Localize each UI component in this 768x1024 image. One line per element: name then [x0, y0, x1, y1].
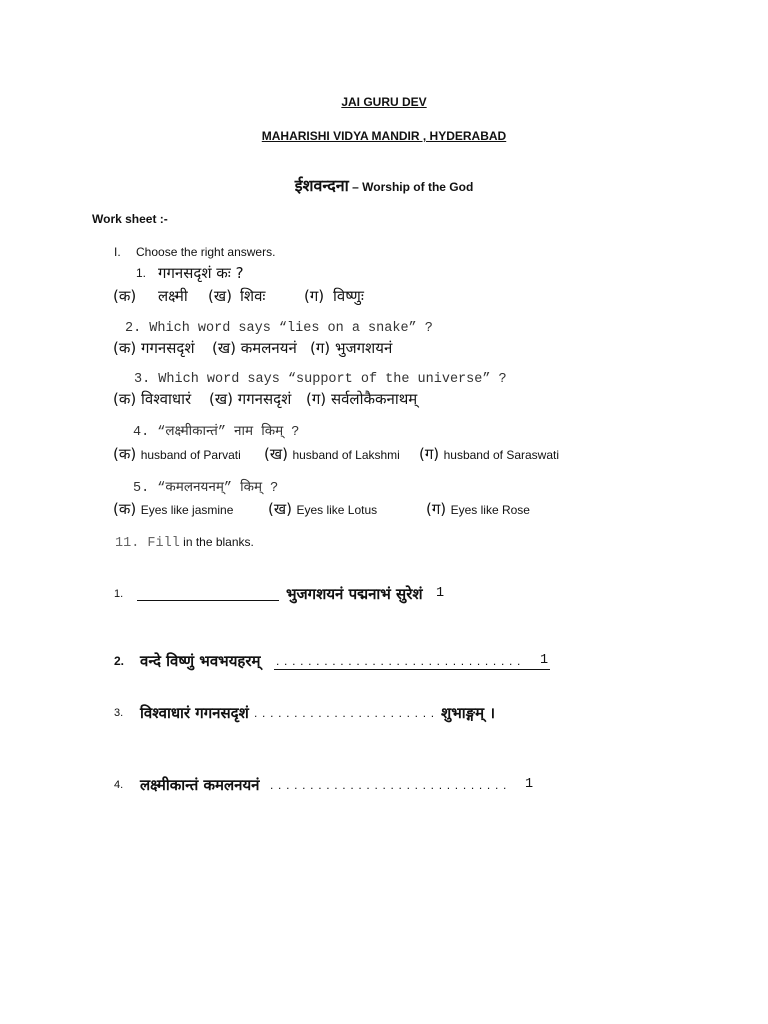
blank-4-marks: 1	[525, 777, 534, 792]
blank-2-underline	[274, 669, 550, 670]
option-text: Eyes like Rose	[450, 503, 530, 517]
option-label: (क)	[113, 287, 137, 305]
option	[209, 390, 291, 408]
section-1-instruction: Choose the right answers.	[136, 245, 276, 259]
option-label: (ख)	[208, 287, 232, 305]
blank-4-text: लक्ष्मीकान्तं कमलनयनं	[140, 776, 260, 794]
option-text: शिवः	[240, 287, 266, 305]
option-text: सर्वलोकैकनाथम्	[330, 390, 418, 408]
blank-1-text: भुजगशयनं पद्मनाभं सुरेशं	[286, 585, 423, 603]
option	[419, 445, 559, 464]
option	[113, 339, 195, 357]
option	[212, 339, 297, 357]
section-2-instruction: in the blanks.	[179, 535, 254, 549]
blank-1-answer-line	[137, 600, 279, 601]
blank-2-text: वन्दे विष्णुं भवभयहरम्	[140, 652, 261, 670]
blank-2-marks: 1	[540, 653, 549, 668]
blank-2-number: 2.	[114, 654, 125, 668]
section-2-heading	[115, 533, 254, 553]
option-text: लक्ष्मी	[158, 287, 188, 305]
option	[113, 500, 233, 519]
option-label: (ख)	[264, 445, 288, 463]
question-5-text: 5. “कमलनयनम्” किम् ?	[133, 481, 279, 496]
option-label: (क)	[113, 445, 137, 463]
option-label: (ग)	[306, 390, 327, 408]
blank-3-dots: .......................	[254, 706, 439, 720]
option-label: (क)	[113, 500, 137, 518]
blank-2-dots: ...............................	[276, 654, 526, 668]
option-text: विष्णुः	[333, 287, 364, 305]
option-label: (ख)	[268, 500, 292, 518]
option-text: Eyes like Lotus	[296, 503, 378, 517]
blank-1-number: 1.	[114, 588, 124, 600]
option	[113, 445, 241, 464]
question-1-text: गगनसदृशं कः ?	[158, 264, 244, 282]
option	[306, 390, 417, 408]
page-title	[0, 176, 768, 197]
option	[426, 500, 530, 519]
blank-3-number: 3.	[114, 707, 124, 719]
option-label: (क)	[113, 339, 137, 357]
header-line-2: MAHARISHI VIDYA MANDIR , HYDERABAD	[261, 129, 507, 143]
option-text: husband of Saraswati	[443, 448, 560, 462]
option-text: husband of Parvati	[140, 448, 241, 462]
option-text: husband of Lakshmi	[292, 448, 400, 462]
question-1-number: 1.	[136, 266, 147, 280]
section-2-number: 11. Fill	[115, 536, 180, 551]
option-label: (ख)	[209, 390, 233, 408]
blank-1-marks: 1	[436, 586, 445, 601]
option-text: Eyes like jasmine	[140, 503, 234, 517]
option-label: (ग)	[310, 339, 331, 357]
title-english: – Worship of the God	[348, 180, 474, 194]
blank-3-text: विश्वाधारं गगनसदृशं	[140, 704, 249, 722]
option-label: (ग)	[304, 287, 325, 305]
option	[264, 445, 400, 464]
worksheet-label: Work sheet :-	[92, 212, 168, 226]
blank-4-dots: ..............................	[270, 778, 512, 792]
question-4-text: 4. “लक्ष्मीकान्तं” नाम किम् ?	[133, 425, 300, 440]
option-text: कमलनयनं	[240, 339, 297, 357]
option-text: भुजगशयनं	[334, 339, 393, 357]
header-line-1: JAI GURU DEV	[341, 95, 427, 109]
blank-4-number: 4.	[114, 779, 124, 791]
option-text: गगनसदृशं	[141, 339, 195, 357]
option-label: (ग)	[419, 445, 440, 463]
question-3-text: 3. Which word says “support of the universe” ?	[134, 372, 507, 387]
option	[268, 500, 377, 519]
option-label: (ग)	[426, 500, 447, 518]
option	[310, 339, 392, 357]
option-label: (ख)	[212, 339, 236, 357]
option	[113, 390, 191, 408]
option-text: गगनसदृशं	[237, 390, 292, 408]
option-text: विश्वाधारं	[141, 390, 192, 408]
blank-3-suffix: शुभाङ्गम् ।	[441, 704, 496, 722]
option-label: (क)	[113, 390, 137, 408]
question-2-text: 2. Which word says “lies on a snake” ?	[125, 321, 433, 336]
section-1-number: I.	[114, 245, 121, 259]
title-sanskrit: ईशवन्दना	[294, 176, 349, 195]
